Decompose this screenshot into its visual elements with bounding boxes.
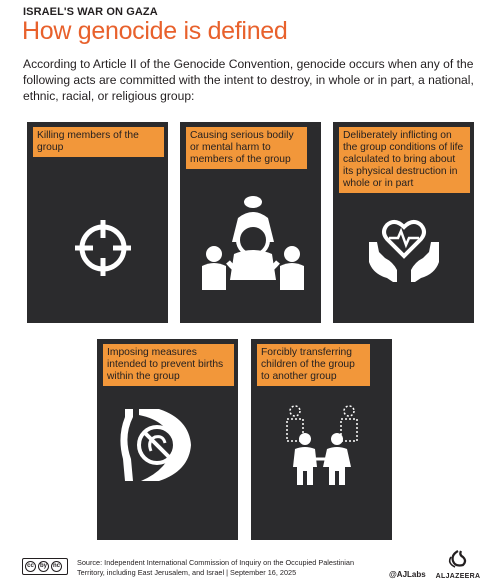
ajlabs-handle[interactable]: @AJLabs: [389, 570, 426, 579]
nc-icon: nc: [51, 561, 62, 572]
source-text: Source: Independent International Commission of Inquiry on the Occupied Palestinian Territory, including East Jerusalem, and Israel | September 16, 2025: [77, 558, 355, 577]
aljazeera-logo[interactable]: [433, 553, 483, 583]
card-label: Deliberately inflicting on the group conditions of life calculated to bring about its physical destruction in whole or in part: [339, 127, 470, 193]
hands-heart-icon: [365, 212, 443, 284]
crosshair-icon: [73, 218, 133, 278]
card-label: Killing members of the group: [33, 127, 164, 157]
page-title: How genocide is defined: [22, 17, 288, 45]
card-label: Imposing measures intended to prevent births within the group: [103, 344, 234, 386]
card-conditions-of-life: [333, 122, 474, 323]
creative-commons-badge[interactable]: [22, 558, 68, 575]
card-killing: [27, 122, 168, 323]
pregnancy-prohibited-icon: [119, 407, 199, 483]
aljazeera-wordmark: ALJAZEERA: [435, 573, 481, 580]
card-transfer-children: [251, 339, 392, 540]
card-prevent-births: [97, 339, 238, 540]
family-group-icon: [200, 192, 306, 292]
transfer-children-icon: [281, 401, 365, 487]
card-bodily-harm: [180, 122, 321, 323]
card-label: Forcibly transferring children of the group to another group: [257, 344, 370, 386]
cc-icon: cc: [25, 561, 36, 572]
section-kicker: ISRAEL'S WAR ON GAZA: [23, 6, 158, 18]
by-icon: by: [38, 561, 49, 572]
footer: [0, 553, 503, 587]
aljazeera-emblem-icon: [433, 549, 483, 571]
card-label: Causing serious bodily or mental harm to members of the group: [186, 127, 307, 169]
intro-text: According to Article II of the Genocide Convention, genocide occurs when any of the following acts are committed with the intent to destroy, in whole or in part, a national, ethnic, racial, or religious group:: [23, 57, 474, 103]
